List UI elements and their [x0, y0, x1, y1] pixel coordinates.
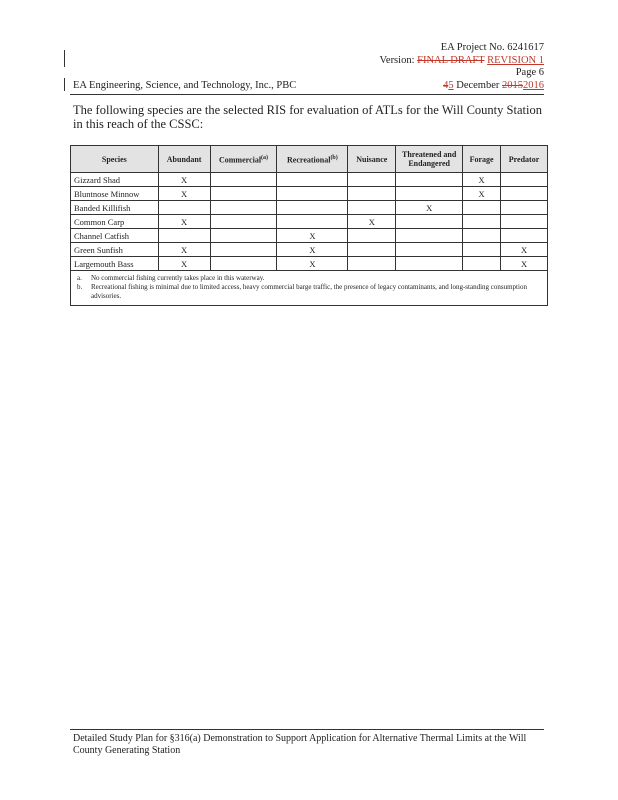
species-cell: Bluntnose Minnow — [71, 187, 159, 201]
page-number: Page 6 — [515, 67, 544, 78]
forage-cell — [463, 243, 501, 257]
nuisance-cell — [348, 243, 396, 257]
nuisance-cell: X — [348, 215, 396, 229]
page-header-info — [379, 42, 544, 92]
table-notes-row — [71, 271, 548, 306]
col-nuisance: Nuisance — [348, 146, 396, 173]
recreational-cell — [277, 201, 348, 215]
commercial-cell — [210, 229, 277, 243]
species-cell: Banded Killifish — [71, 201, 159, 215]
forage-cell: X — [463, 173, 501, 187]
project-number: EA Project No. 6241617 — [440, 42, 544, 53]
change-bar-top — [64, 50, 65, 67]
version-line: Version: FINAL DRAFT REVISION 1 — [379, 54, 544, 66]
abundant-cell — [158, 229, 210, 243]
col-commercial: Commercial$^{(a)}$ — [210, 146, 277, 173]
abundant-cell: X — [158, 215, 210, 229]
commercial-cell — [210, 243, 277, 257]
recreational-cell — [277, 215, 348, 229]
predator-cell: X — [501, 257, 548, 271]
col-forage: Forage — [463, 146, 501, 173]
recreational-cell — [277, 173, 348, 187]
table-note: b. Recreational fishing is minimal due to limited access, heavy commercial barge traffic, the presence of legacy contaminants, and long-standing consumption advisories. — [77, 283, 527, 300]
forage-cell — [463, 229, 501, 243]
abundant-cell: X — [158, 257, 210, 271]
forage-cell — [463, 215, 501, 229]
date-line: 45 December 20152016 — [443, 79, 544, 91]
table-row — [71, 187, 548, 201]
company-name: EA Engineering, Science, and Technology, Inc., PBC — [73, 80, 297, 91]
header-divider — [70, 94, 544, 95]
species-cell: Largemouth Bass — [71, 257, 159, 271]
threatened-cell: X — [396, 201, 463, 215]
species-cell: Gizzard Shad — [71, 173, 159, 187]
threatened-cell — [396, 215, 463, 229]
abundant-cell: X — [158, 243, 210, 257]
threatened-cell — [396, 229, 463, 243]
table-row — [71, 229, 548, 243]
recreational-cell: X — [277, 243, 348, 257]
commercial-cell — [210, 173, 277, 187]
predator-cell: X — [501, 243, 548, 257]
table-header-row — [71, 146, 548, 173]
table-row — [71, 173, 548, 187]
col-threatened: Threatened and Endangered — [396, 146, 463, 173]
nuisance-cell — [348, 187, 396, 201]
recreational-cell: X — [277, 257, 348, 271]
recreational-cell — [277, 187, 348, 201]
nuisance-cell — [348, 257, 396, 271]
commercial-cell — [210, 187, 277, 201]
forage-cell — [463, 257, 501, 271]
col-recreational: Recreational$^{(b)}$ — [277, 146, 348, 173]
threatened-cell — [396, 243, 463, 257]
nuisance-cell — [348, 201, 396, 215]
abundant-cell: X — [158, 173, 210, 187]
ris-table — [70, 145, 548, 306]
commercial-cell — [210, 215, 277, 229]
nuisance-cell — [348, 173, 396, 187]
col-species: Species — [71, 146, 159, 173]
intro-paragraph: The following species are the selected RIS for evaluation of ATLs for the Will County Station in this reach of the CSSC: — [73, 103, 542, 131]
predator-cell — [501, 215, 548, 229]
predator-cell — [501, 187, 548, 201]
species-cell: Green Sunfish — [71, 243, 159, 257]
table-note: a. No commercial fishing currently takes place in this waterway. — [77, 274, 265, 282]
recreational-cell: X — [277, 229, 348, 243]
abundant-cell: X — [158, 187, 210, 201]
change-bar-bottom — [64, 78, 65, 91]
table-row — [71, 243, 548, 257]
version-deleted: FINAL DRAFT — [417, 54, 485, 66]
table-row — [71, 257, 548, 271]
commercial-cell — [210, 257, 277, 271]
col-predator: Predator — [501, 146, 548, 173]
commercial-cell — [210, 201, 277, 215]
table-row — [71, 201, 548, 215]
nuisance-cell — [348, 229, 396, 243]
table-row — [71, 215, 548, 229]
version-inserted: REVISION 1 — [487, 54, 544, 66]
forage-cell: X — [463, 187, 501, 201]
predator-cell — [501, 201, 548, 215]
threatened-cell — [396, 187, 463, 201]
threatened-cell — [396, 257, 463, 271]
predator-cell — [501, 229, 548, 243]
threatened-cell — [396, 173, 463, 187]
abundant-cell — [158, 201, 210, 215]
forage-cell — [463, 201, 501, 215]
predator-cell — [501, 173, 548, 187]
footer-divider — [70, 729, 544, 730]
col-abundant: Abundant — [158, 146, 210, 173]
species-cell: Common Carp — [71, 215, 159, 229]
page-footer: Detailed Study Plan for §316(a) Demonstration to Support Application for Alternative Thermal Limits at the Will County Generating Station — [73, 733, 527, 756]
species-cell: Channel Catfish — [71, 229, 159, 243]
table-notes — [71, 271, 548, 306]
